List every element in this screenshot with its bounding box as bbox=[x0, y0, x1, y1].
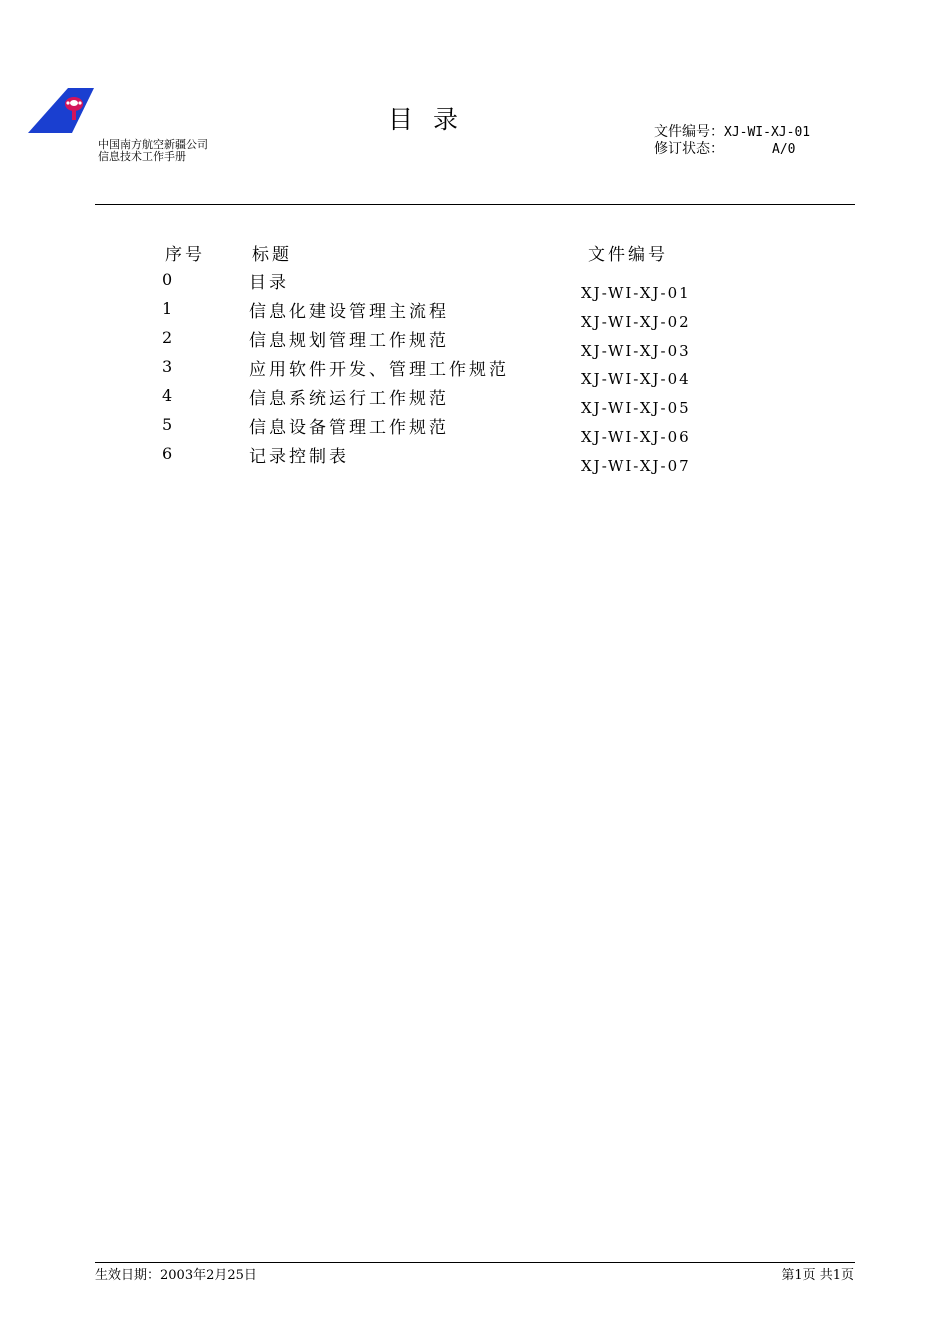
toc-seq: 6 bbox=[162, 444, 173, 463]
footer-divider bbox=[95, 1262, 855, 1263]
doc-number-label: 文件编号： bbox=[654, 124, 724, 140]
toc-title: 信息系统运行工作规范 bbox=[249, 389, 449, 409]
toc-doc-number: XJ-WI-XJ-07 bbox=[581, 457, 691, 475]
toc-doc-number: XJ-WI-XJ-05 bbox=[581, 399, 691, 417]
company-line-1: 中国南方航空新疆公司 bbox=[98, 138, 208, 151]
toc-seq: 5 bbox=[162, 415, 173, 434]
toc-doc-number: XJ-WI-XJ-02 bbox=[581, 313, 691, 331]
toc-title: 记录控制表 bbox=[249, 447, 349, 467]
revision-status-value: A/0 bbox=[772, 142, 796, 157]
toc-seq: 3 bbox=[162, 357, 173, 376]
toc-title: 目录 bbox=[249, 273, 289, 293]
toc-header-seq: 序号 bbox=[165, 245, 205, 265]
toc-title: 信息化建设管理主流程 bbox=[249, 302, 449, 322]
page-number: 第1页 共1页 bbox=[781, 1268, 854, 1283]
toc-seq: 4 bbox=[162, 386, 173, 405]
toc-doc-number: XJ-WI-XJ-03 bbox=[581, 342, 691, 360]
page-title: 目录 bbox=[388, 105, 479, 134]
toc-header-docno: 文件编号 bbox=[588, 245, 668, 265]
toc-doc-number: XJ-WI-XJ-04 bbox=[581, 370, 691, 388]
china-southern-kapok-logo-icon bbox=[28, 86, 96, 134]
toc-header-title: 标题 bbox=[252, 245, 292, 265]
doc-number-row bbox=[654, 124, 810, 141]
toc-seq: 0 bbox=[162, 270, 173, 289]
toc-title: 信息设备管理工作规范 bbox=[249, 418, 449, 438]
header-divider bbox=[95, 204, 855, 205]
toc-title: 信息规划管理工作规范 bbox=[249, 331, 449, 351]
toc-title: 应用软件开发、管理工作规范 bbox=[249, 360, 509, 380]
doc-number-value: XJ-WI-XJ-01 bbox=[724, 125, 811, 140]
company-line-2: 信息技术工作手册 bbox=[98, 150, 186, 163]
toc-doc-number: XJ-WI-XJ-06 bbox=[581, 428, 691, 446]
toc-seq: 1 bbox=[162, 299, 173, 318]
revision-status-row bbox=[654, 141, 810, 158]
document-meta bbox=[654, 124, 810, 158]
company-name bbox=[98, 139, 208, 163]
effective-date: 生效日期：2003年2月25日 bbox=[95, 1268, 257, 1283]
toc-seq: 2 bbox=[162, 328, 173, 347]
revision-status-label: 修订状态： bbox=[654, 141, 724, 157]
toc-doc-number: XJ-WI-XJ-01 bbox=[581, 284, 691, 302]
